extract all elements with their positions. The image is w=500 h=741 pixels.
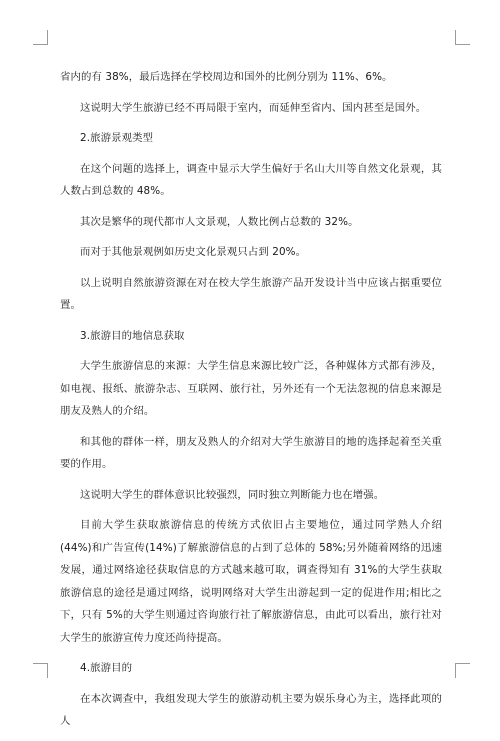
paragraph-9: 这说明大学生的群体意识比较强烈，同时独立判断能力也在增强。 xyxy=(80,488,385,501)
paragraph-4: 其次是繁华的现代都市人文景观，人数比例占总数的 32%。 xyxy=(80,215,359,228)
crop-mark-bottom-right xyxy=(455,663,470,678)
paragraph-3: 在这个问题的选择上，调查中显示大学生偏好于名山大川等自然文化景观，其人数占到总数的 48%。 xyxy=(60,162,442,197)
document-body xyxy=(60,66,442,741)
paragraph-2: 这说明大学生旅游已经不再局限于室内，而延伸至省内、国内甚至是国外。 xyxy=(80,101,427,114)
section-heading-3: 3.旅游目的地信息获取 xyxy=(80,329,185,342)
paragraph-7: 大学生旅游信息的来源：大学生信息来源比较广泛，各种媒体方式都有涉及，如电视、报纸、旅游杂志、互联网、旅行社，另外还有一个无法忽视的信息来源是朋友及熟人的介绍。 xyxy=(60,360,442,417)
paragraph-1: 省内的有 38%，最后选择在学校周边和国外的比例分别为 11%、6%。 xyxy=(60,71,393,83)
crop-mark-bottom-left xyxy=(33,663,48,678)
section-heading-4: 4.旅游目的 xyxy=(80,662,133,674)
paragraph-5: 而对于其他景观例如历史文化景观只占到 20%。 xyxy=(80,246,307,258)
crop-mark-top-left xyxy=(33,30,48,45)
section-heading-2: 2.旅游景观类型 xyxy=(80,132,154,144)
crop-mark-top-right xyxy=(455,30,470,45)
paragraph-8: 和其他的群体一样，朋友及熟人的介绍对大学生旅游目的地的选择起着至关重要的作用。 xyxy=(60,435,442,470)
paragraph-11: 在本次调查中，我组发现大学生的旅游动机主要为娱乐身心为主，选择此项的人 xyxy=(60,692,442,727)
paragraph-6: 以上说明自然旅游资源在对在校大学生旅游产品开发设计当中应该占据重要位置。 xyxy=(60,276,442,311)
paragraph-10: 目前大学生获取旅游信息的传统方式依旧占主要地位，通过同学熟人介绍(44%)和广告宣传(14%)了解旅游信息的占到了总体的 58%;另外随着网络的迅速发展，通过网络途径获取信息的方式越来越可取，调查得知有 31%的大学生获取旅游信息的途径是通过网络，说明网络对大学生出游起到一定的促进作用;相比之下，只有 5%的大学生则通过咨询旅行社了解旅游信息，由此可以看出，旅行社对大学生的旅游宣传力度还尚待提高。 xyxy=(60,519,442,644)
